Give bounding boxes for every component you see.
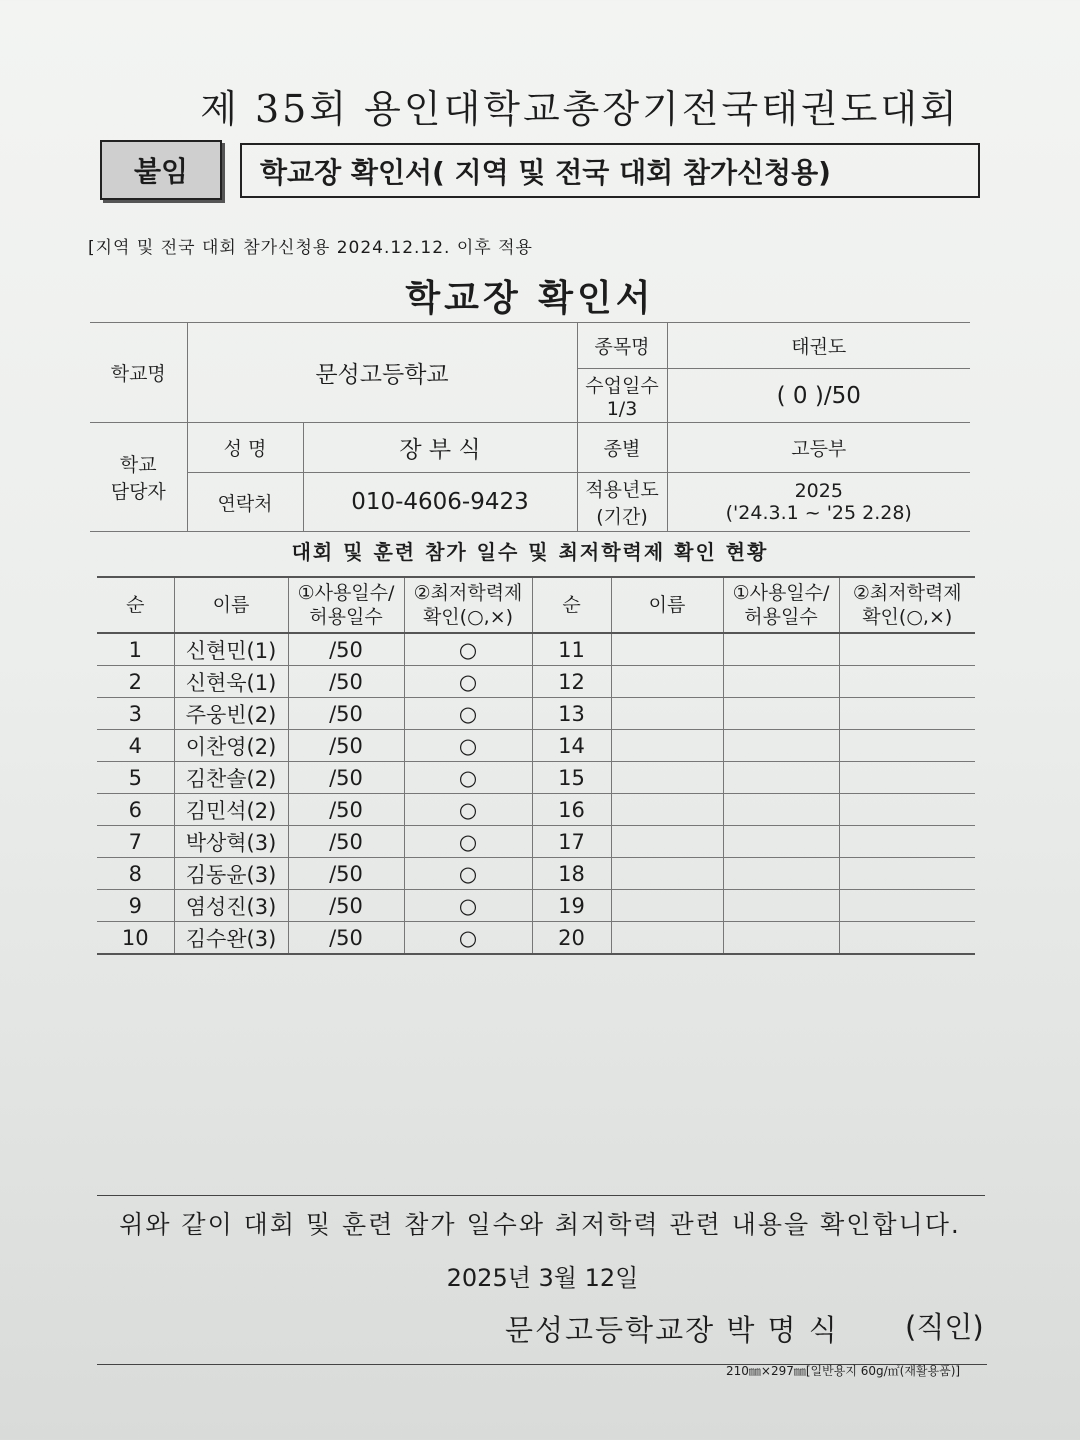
manager-label: 학교 담당자	[90, 423, 187, 532]
student-name: 김찬솔(2)	[174, 762, 288, 794]
row-no: 11	[532, 633, 611, 666]
table-row	[97, 633, 975, 666]
row-no: 20	[532, 922, 611, 955]
days-used	[723, 922, 839, 955]
check-mark: ○	[404, 826, 532, 858]
student-name	[611, 698, 723, 730]
days-used: /50	[288, 858, 404, 890]
row-no: 18	[532, 858, 611, 890]
days-used	[723, 826, 839, 858]
year-value: 2025 ('24.3.1 ~ '25 2.28)	[667, 473, 970, 532]
days-used	[723, 762, 839, 794]
attachment-tag: 붙임	[100, 140, 222, 200]
days-used: /50	[288, 890, 404, 922]
row-no: 7	[97, 826, 174, 858]
confirmation-statement: 위와 같이 대회 및 훈련 참가 일수와 최저학력 관련 내용을 확인합니다.	[119, 1210, 961, 1239]
form-heading: 학교장 확인서( 지역 및 전국 대회 참가신청용)	[240, 143, 980, 198]
col-days-2: ①사용일수/ 허용일수	[723, 577, 839, 633]
principal-signature: 문성고등학교장 박 명 식	[505, 1313, 839, 1347]
row-no: 19	[532, 890, 611, 922]
student-name	[611, 666, 723, 698]
col-name: 이름	[174, 577, 288, 633]
check-mark	[839, 633, 975, 666]
days-used	[723, 890, 839, 922]
table-row	[97, 730, 975, 762]
col-days: ①사용일수/ 허용일수	[288, 577, 404, 633]
student-name	[611, 762, 723, 794]
student-name	[611, 858, 723, 890]
issue-date: 2025년 3월 12일	[446, 1264, 639, 1292]
days-used	[723, 794, 839, 826]
student-name: 염성진(3)	[174, 890, 288, 922]
days-used: /50	[288, 666, 404, 698]
row-no: 13	[532, 698, 611, 730]
days-used	[723, 666, 839, 698]
days-used	[723, 858, 839, 890]
days-used	[723, 633, 839, 666]
student-name	[611, 633, 723, 666]
check-mark: ○	[404, 762, 532, 794]
student-name: 김동윤(3)	[174, 858, 288, 890]
name-label: 성 명	[187, 423, 303, 473]
year-label: 적용년도 (기간)	[577, 473, 667, 532]
name-value: 장 부 식	[303, 423, 577, 473]
sport-label: 종목명	[577, 323, 667, 369]
event-title: 제 35회 용인대학교총장기전국태권도대회	[200, 87, 960, 131]
check-mark: ○	[404, 890, 532, 922]
school-value: 문성고등학교	[187, 323, 577, 423]
days-used	[723, 698, 839, 730]
row-no: 9	[97, 890, 174, 922]
student-name: 김수완(3)	[174, 922, 288, 955]
footer-divider	[97, 1195, 985, 1196]
check-mark: ○	[404, 633, 532, 666]
student-name	[611, 890, 723, 922]
status-title: 대회 및 훈련 참가 일수 및 최저학력제 확인 현황	[291, 540, 769, 564]
student-name: 박상혁(3)	[174, 826, 288, 858]
row-no: 17	[532, 826, 611, 858]
days-used: /50	[288, 794, 404, 826]
row-no: 16	[532, 794, 611, 826]
sport-value: 태권도	[667, 323, 970, 369]
table-row	[97, 698, 975, 730]
row-no: 12	[532, 666, 611, 698]
school-label: 학교명	[90, 323, 187, 423]
days-used: /50	[288, 922, 404, 955]
days-used: /50	[288, 730, 404, 762]
official-seal: (직인)	[905, 1310, 984, 1344]
row-no: 14	[532, 730, 611, 762]
class-days-value: ( 0 )/50	[667, 369, 970, 423]
check-mark	[839, 922, 975, 955]
col-no-2: 순	[532, 577, 611, 633]
days-used: /50	[288, 762, 404, 794]
division-label: 종별	[577, 423, 667, 473]
class-days-label: 수업일수 1/3	[577, 369, 667, 423]
row-no: 3	[97, 698, 174, 730]
days-used	[723, 730, 839, 762]
col-no: 순	[97, 577, 174, 633]
table-row	[97, 826, 975, 858]
student-name	[611, 730, 723, 762]
student-name: 신현욱(1)	[174, 666, 288, 698]
days-used: /50	[288, 633, 404, 666]
contact-value: 010-4606-9423	[303, 473, 577, 532]
days-used: /50	[288, 826, 404, 858]
check-mark: ○	[404, 666, 532, 698]
check-mark	[839, 762, 975, 794]
contact-label: 연락처	[187, 473, 303, 532]
applicability-note: [지역 및 전국 대회 참가신청용 2024.12.12. 이후 적용	[88, 238, 533, 258]
table-row	[97, 922, 975, 955]
check-mark	[839, 890, 975, 922]
check-mark: ○	[404, 730, 532, 762]
row-no: 4	[97, 730, 174, 762]
student-name	[611, 922, 723, 955]
col-check-2: ②최저학력제 확인(○,×)	[839, 577, 975, 633]
check-mark: ○	[404, 922, 532, 955]
check-mark	[839, 698, 975, 730]
row-no: 2	[97, 666, 174, 698]
student-name: 김민석(2)	[174, 794, 288, 826]
paper-spec: 210㎜×297㎜[일반용지 60g/㎡(재활용품)]	[726, 1364, 961, 1378]
row-no: 1	[97, 633, 174, 666]
row-no: 5	[97, 762, 174, 794]
row-no: 15	[532, 762, 611, 794]
check-mark	[839, 826, 975, 858]
check-mark: ○	[404, 794, 532, 826]
student-name: 이찬영(2)	[174, 730, 288, 762]
student-name: 주웅빈(2)	[174, 698, 288, 730]
row-no: 8	[97, 858, 174, 890]
table-row	[97, 794, 975, 826]
check-mark	[839, 730, 975, 762]
student-name: 신현민(1)	[174, 633, 288, 666]
division-value: 고등부	[667, 423, 970, 473]
school-info-table	[90, 322, 970, 532]
table-row	[97, 858, 975, 890]
col-check: ②최저학력제 확인(○,×)	[404, 577, 532, 633]
days-used: /50	[288, 698, 404, 730]
check-mark: ○	[404, 858, 532, 890]
check-mark	[839, 858, 975, 890]
row-no: 6	[97, 794, 174, 826]
col-name-2: 이름	[611, 577, 723, 633]
row-no: 10	[97, 922, 174, 955]
table-row	[97, 666, 975, 698]
student-name	[611, 826, 723, 858]
check-mark: ○	[404, 698, 532, 730]
student-name	[611, 794, 723, 826]
check-mark	[839, 666, 975, 698]
table-row	[97, 762, 975, 794]
roster-table	[97, 576, 975, 955]
check-mark	[839, 794, 975, 826]
table-row	[97, 890, 975, 922]
document-title: 학교장 확인서	[405, 278, 655, 319]
